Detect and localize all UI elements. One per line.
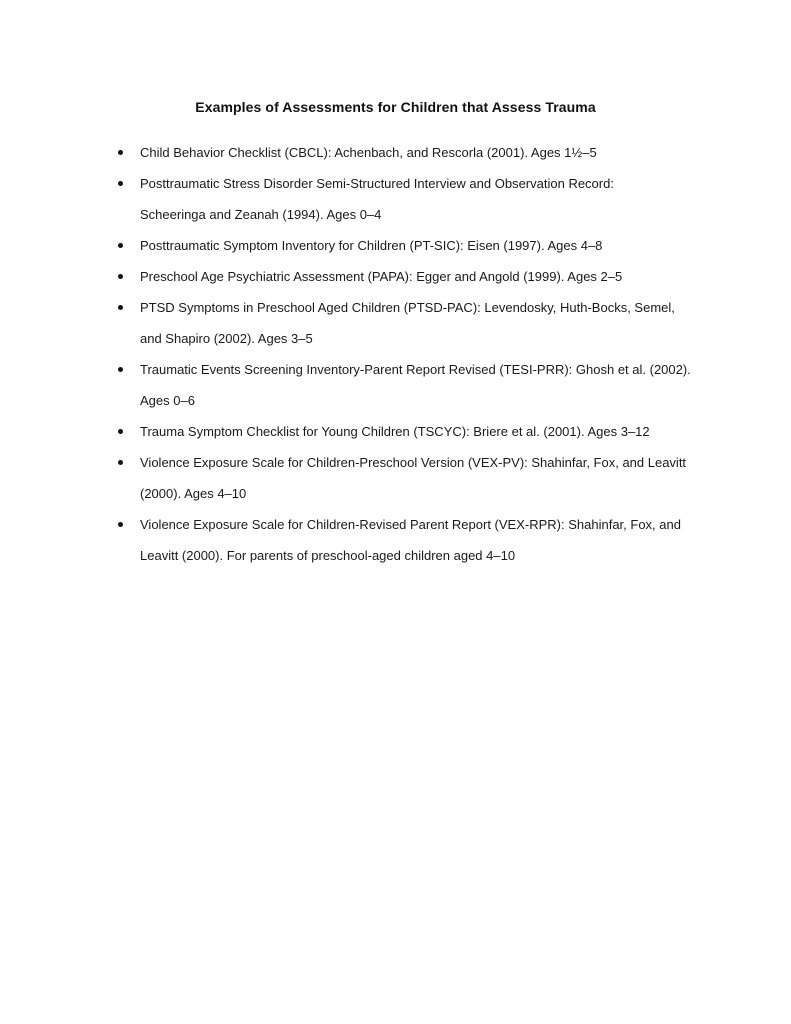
list-item-text: PTSD Symptoms in Preschool Aged Children (PTSD-PAC): Levendosky, Huth-Bocks, Semel, xyxy=(140,300,675,315)
bullet-icon xyxy=(118,181,123,186)
list-item xyxy=(140,416,740,447)
list-item xyxy=(140,354,740,416)
list-item xyxy=(140,261,740,292)
list-item-text: Trauma Symptom Checklist for Young Children (TSCYC): Briere et al. (2001). Ages 3–12 xyxy=(140,424,650,439)
page-title: Examples of Assessments for Children that Assess Trauma xyxy=(195,99,596,115)
bullet-icon xyxy=(118,243,123,248)
list-item-text: Posttraumatic Symptom Inventory for Children (PT-SIC): Eisen (1997). Ages 4–8 xyxy=(140,238,603,253)
list-item-text: Child Behavior Checklist (CBCL): Achenbach, and Rescorla (2001). Ages 1½–5 xyxy=(140,145,597,160)
list-item xyxy=(140,137,740,168)
list-item-text: Violence Exposure Scale for Children-Preschool Version (VEX-PV): Shahinfar, Fox, and Leavitt xyxy=(140,455,687,470)
bullet-icon xyxy=(118,460,123,465)
list-item-text: Violence Exposure Scale for Children-Revised Parent Report (VEX-RPR): Shahinfar, Fox, and xyxy=(140,517,681,532)
list-item-text: Scheeringa and Zeanah (1994). Ages 0–4 xyxy=(140,207,382,222)
list-item xyxy=(140,168,740,230)
list-item xyxy=(140,447,740,509)
list-item-text: (2000). Ages 4–10 xyxy=(140,486,247,501)
list-item xyxy=(140,292,740,354)
list-item xyxy=(140,509,740,571)
list-item-text: Ages 0–6 xyxy=(140,393,195,408)
bullet-icon xyxy=(118,429,123,434)
list-item-text: and Shapiro (2002). Ages 3–5 xyxy=(140,331,313,346)
bullet-icon xyxy=(118,305,123,310)
list-item-text: Posttraumatic Stress Disorder Semi-Structured Interview and Observation Record: xyxy=(140,176,614,191)
list-item-text: Traumatic Events Screening Inventory-Parent Report Revised (TESI-PRR): Ghosh et al. (2002). xyxy=(140,362,691,377)
list-item-text: Leavitt (2000). For parents of preschool-aged children aged 4–10 xyxy=(140,548,516,563)
list-item xyxy=(140,230,740,261)
list-item-text: Preschool Age Psychiatric Assessment (PAPA): Egger and Angold (1999). Ages 2–5 xyxy=(140,269,623,284)
bullet-icon xyxy=(118,522,123,527)
bullet-icon xyxy=(118,274,123,279)
assessment-list xyxy=(140,137,740,571)
bullet-icon xyxy=(118,150,123,155)
bullet-icon xyxy=(118,367,123,372)
